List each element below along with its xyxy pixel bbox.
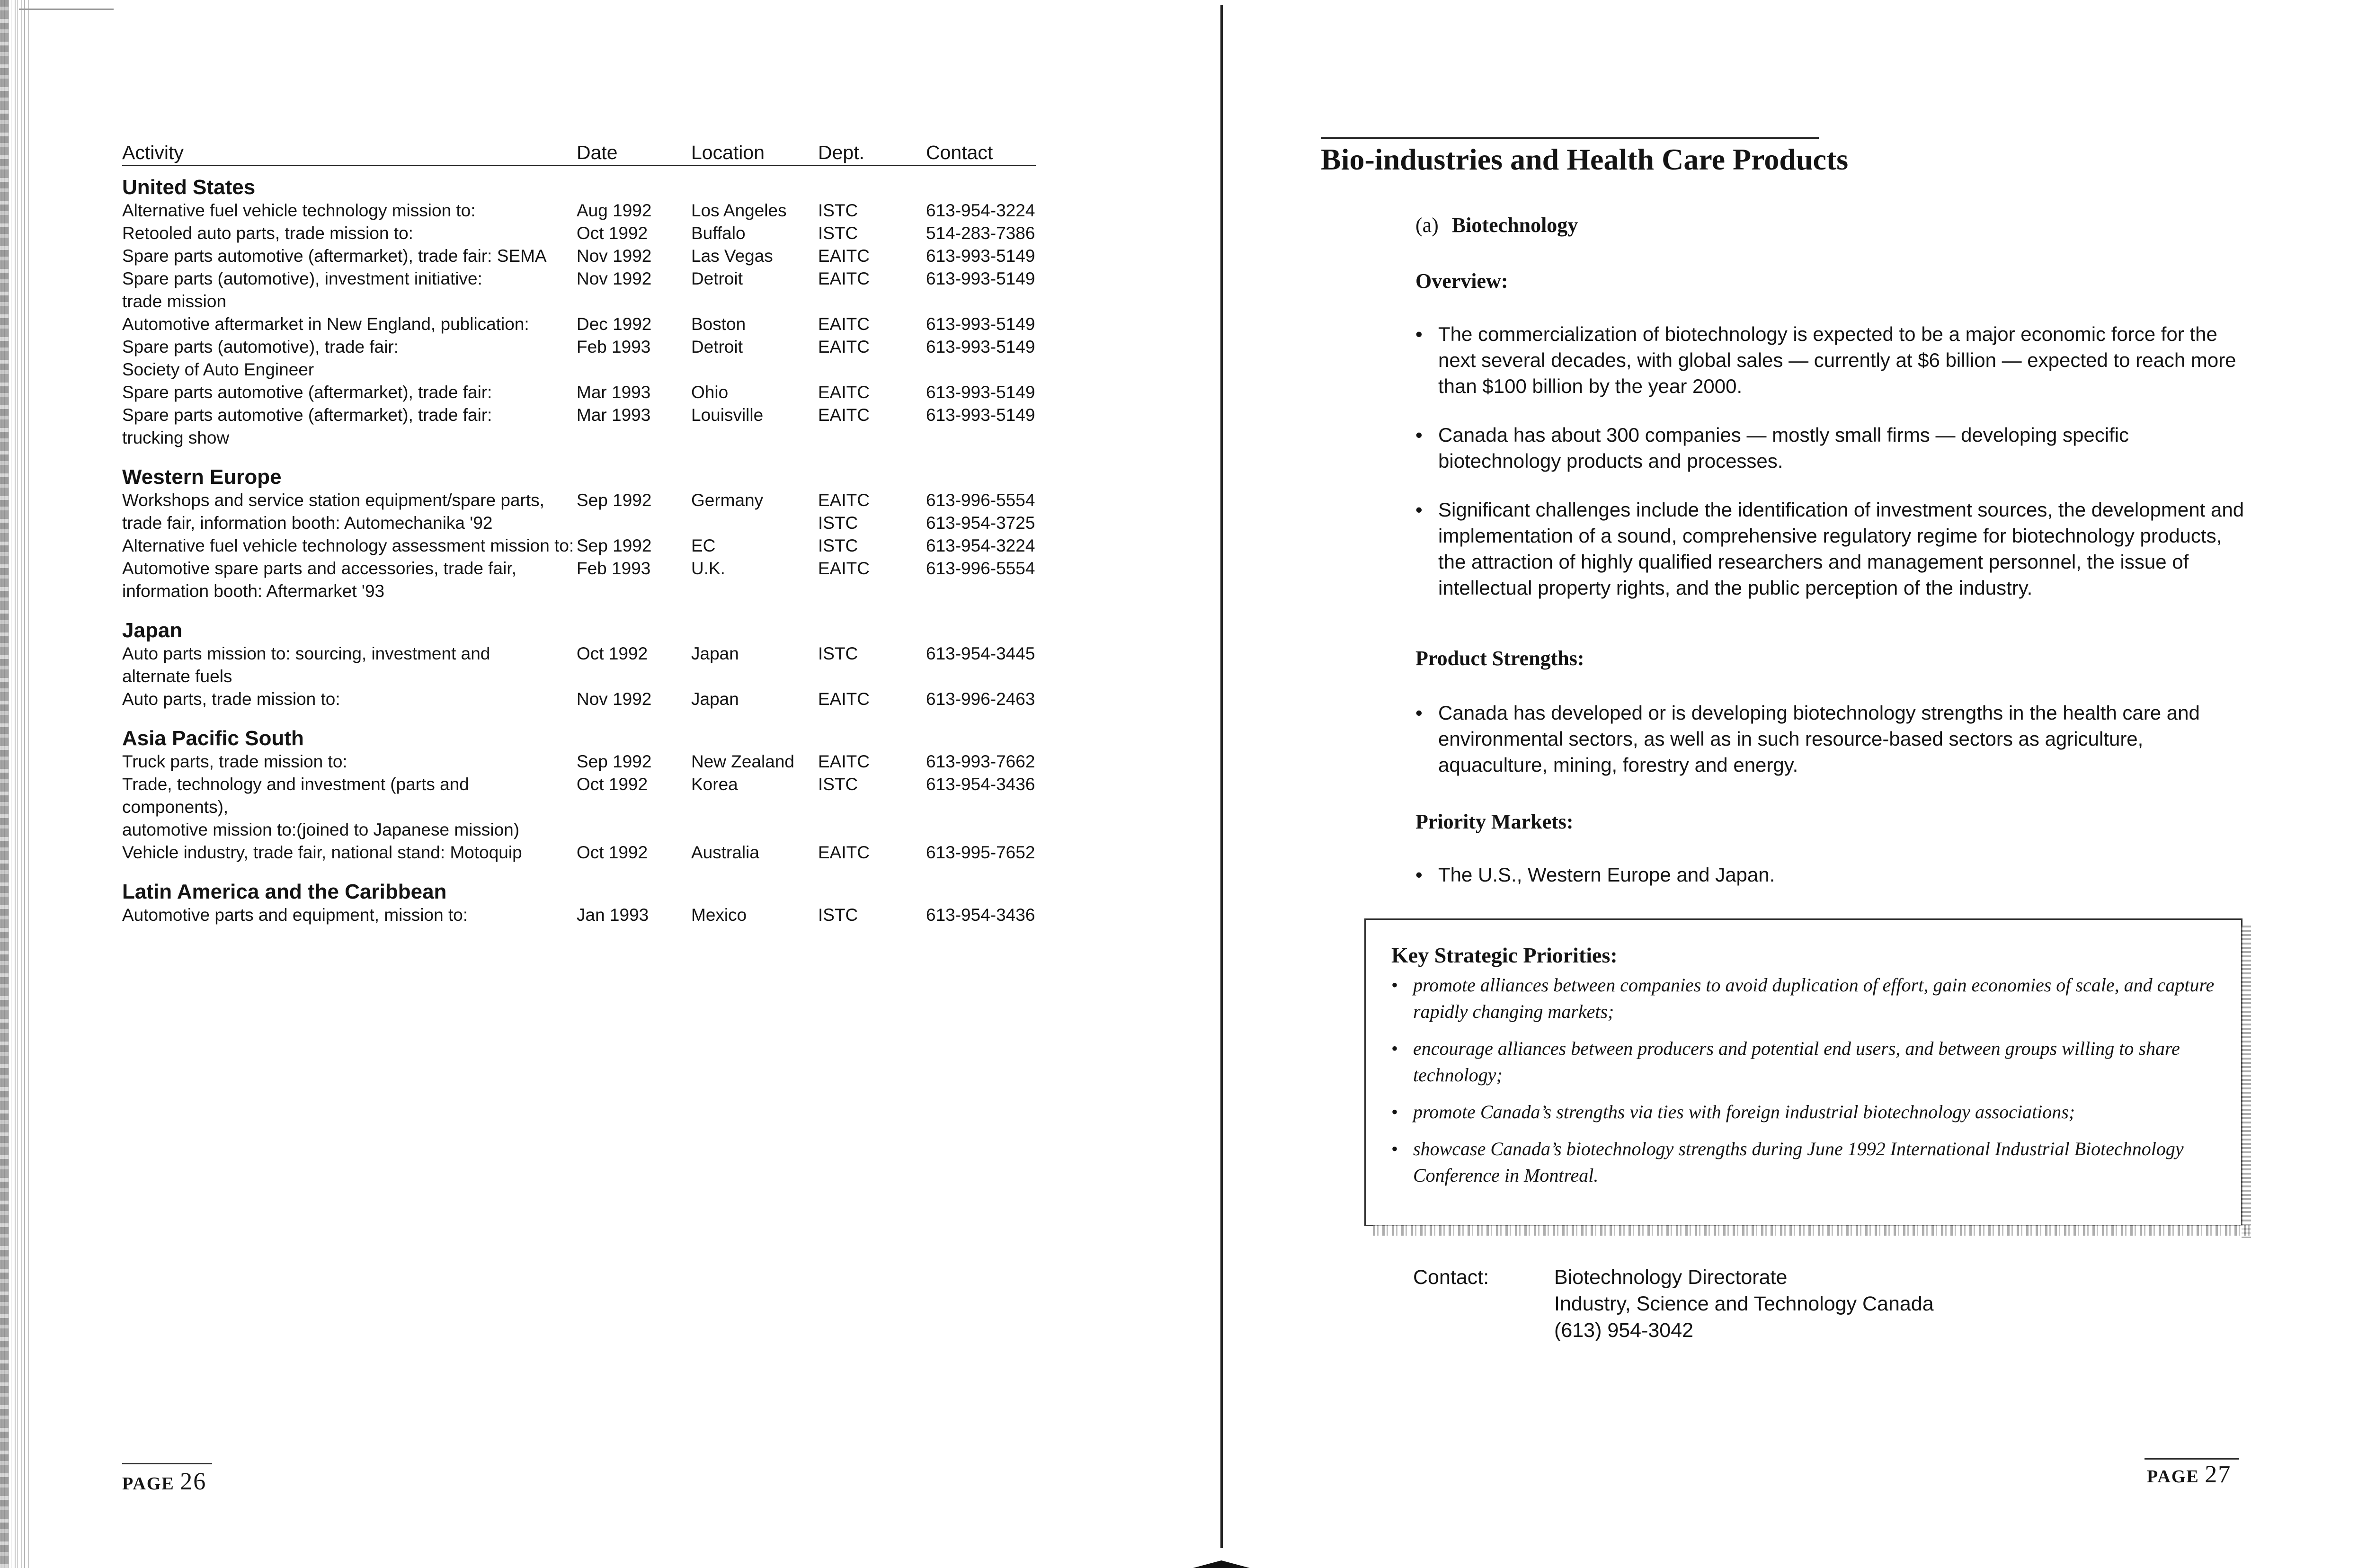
cell-activity: Auto parts mission to: sourcing, investment and alternate fuels	[122, 644, 490, 686]
region-heading: United States	[122, 176, 256, 199]
page-number-rule-right	[2145, 1458, 2239, 1460]
table-row	[122, 381, 1036, 404]
cell-activity: Trade, technology and investment (parts and components), automotive mission to:(joined to Japanese mission)	[122, 775, 520, 839]
cell-activity: Retooled auto parts, trade mission to:	[122, 223, 413, 243]
cell-location: Louisville	[691, 405, 764, 425]
cell-date: Oct 1992	[577, 644, 648, 663]
page-label: PAGE	[2147, 1467, 2199, 1487]
table-row	[122, 750, 1036, 773]
cell-dept: EAITC	[818, 405, 870, 425]
table-row	[122, 642, 1036, 688]
cell-date: Mar 1993	[577, 405, 651, 425]
cell-dept: EAITC	[818, 559, 870, 578]
cell-date: Feb 1993	[577, 559, 651, 578]
trade-activities-table	[122, 137, 1036, 927]
table-row	[122, 267, 1036, 313]
scan-binding-edge-left	[0, 0, 29, 1568]
cell-location: EC	[691, 536, 716, 555]
cell-date: Sep 1992	[577, 490, 652, 510]
table-row	[122, 773, 1036, 841]
cell-dept: EAITC	[818, 337, 870, 356]
cell-date: Sep 1992	[577, 752, 652, 771]
cell-contact: 613-993-5149	[926, 314, 1035, 334]
region-heading: Japan	[122, 619, 183, 642]
cell-contact: 613-954-3224	[926, 536, 1035, 555]
priority-bullet: • promote Canada’s strengths via ties with foreign industrial biotechnology associations;	[1391, 1099, 2225, 1125]
table-row	[122, 245, 1036, 267]
cell-date: Nov 1992	[577, 689, 652, 709]
cell-contact: 613-996-5554	[926, 559, 1035, 578]
cell-dept: EAITC ISTC	[818, 490, 870, 533]
key-priorities-box	[1364, 918, 2242, 1226]
page-label: PAGE	[122, 1474, 175, 1494]
page-title: Bio-industries and Health Care Products	[1321, 143, 1849, 176]
contact-details	[1554, 1264, 1934, 1344]
subsection-title: Biotechnology	[1451, 214, 1578, 237]
cell-activity: Alternative fuel vehicle technology mission to:	[122, 201, 476, 220]
cell-location: U.K.	[691, 559, 725, 578]
table-row	[122, 557, 1036, 603]
cell-date: Sep 1992	[577, 536, 652, 555]
table-row	[122, 904, 1036, 927]
overview-heading: Overview:	[1415, 269, 1508, 293]
priority-bullet: • showcase Canada’s biotechnology strengths during June 1992 International Industrial Biotechnology Conference in Montreal.	[1391, 1136, 2225, 1189]
cell-date: Oct 1992	[577, 843, 648, 862]
contact-line: Industry, Science and Technology Canada	[1554, 1292, 1934, 1315]
page-number-rule-left	[122, 1463, 212, 1464]
table-row	[122, 489, 1036, 535]
cell-contact: 613-993-5149	[926, 383, 1035, 402]
cell-date: Oct 1992	[577, 223, 648, 243]
table-body	[122, 176, 1036, 927]
cell-dept: EAITC	[818, 843, 870, 862]
cell-location: Detroit	[691, 269, 743, 288]
cell-activity: Alternative fuel vehicle technology assessment mission to:	[122, 536, 574, 555]
priority-bullet: • encourage alliances between producers and potential end users, and between groups willing to share technology;	[1391, 1035, 2225, 1088]
table-row	[122, 535, 1036, 557]
priority-bullet: • promote alliances between companies to avoid duplication of effort, gain economies of scale, and capture rapidly changing markets;	[1391, 972, 2225, 1025]
overview-bullet: • The commercialization of biotechnology is expected to be a major economic force for the next several decades, with global sales — currently at $6 billion — expected to reach more than $100 billion by the year 2000.	[1415, 321, 2249, 399]
cell-location: Las Vegas	[691, 246, 773, 266]
table-row	[122, 404, 1036, 449]
cell-date: Nov 1992	[577, 269, 652, 288]
cell-contact: 613-996-2463	[926, 689, 1035, 709]
region-heading: Western Europe	[122, 465, 282, 489]
header-location: Location	[691, 142, 765, 163]
header-contact: Contact	[926, 142, 993, 163]
cell-location: Mexico	[691, 905, 747, 925]
cell-dept: EAITC	[818, 269, 870, 288]
cell-activity: Vehicle industry, trade fair, national stand: Motoquip	[122, 843, 522, 862]
cell-contact: 613-995-7652	[926, 843, 1035, 862]
cell-date: Jan 1993	[577, 905, 649, 925]
strength-bullet: • Canada has developed or is developing biotechnology strengths in the health care and environmental sectors, as well as in such resource-based sectors as agriculture, aquaculture, mining, forestry and energy.	[1415, 700, 2249, 778]
table-row	[122, 841, 1036, 864]
contact-line: Biotechnology Directorate	[1554, 1266, 1788, 1289]
page-number: 27	[2205, 1461, 2232, 1488]
box-shadow-bottom	[1373, 1225, 2251, 1236]
cell-contact: 613-954-3224	[926, 201, 1035, 220]
cell-date: Nov 1992	[577, 246, 652, 266]
region-heading: Asia Pacific South	[122, 727, 304, 750]
table-row	[122, 313, 1036, 336]
contact-label: Contact:	[1413, 1266, 1489, 1289]
cell-contact: 613-954-3436	[926, 905, 1035, 925]
book-gutter-foot	[1193, 1560, 1250, 1568]
priorities-heading: Key Strategic Priorities:	[1391, 943, 1618, 967]
cell-activity: Automotive spare parts and accessories, trade fair, information booth: Aftermarket '93	[122, 559, 516, 601]
cell-activity: Workshops and service station equipment/spare parts, trade fair, information booth: Automechanika '92	[122, 490, 544, 533]
cell-location: Buffalo	[691, 223, 746, 243]
cell-date: Mar 1993	[577, 383, 651, 402]
cell-dept: EAITC	[818, 689, 870, 709]
table-row	[122, 336, 1036, 381]
cell-dept: EAITC	[818, 246, 870, 266]
strengths-list	[1415, 700, 2249, 778]
cell-contact: 613-993-5149	[926, 405, 1035, 425]
cell-dept: ISTC	[818, 775, 858, 794]
cell-date: Aug 1992	[577, 201, 652, 220]
cell-dept: EAITC	[818, 314, 870, 334]
cell-location: Los Angeles	[691, 201, 787, 220]
cell-activity: Spare parts (automotive), trade fair: Society of Auto Engineer	[122, 337, 399, 379]
markets-heading: Priority Markets:	[1415, 810, 1574, 833]
book-gutter	[1220, 5, 1223, 1548]
cell-dept: ISTC	[818, 905, 858, 925]
cell-location: Detroit	[691, 337, 743, 356]
table-header	[122, 137, 1036, 166]
cell-contact: 613-996-5554 613-954-3725	[926, 490, 1035, 533]
cell-contact: 613-993-5149	[926, 337, 1035, 356]
overview-bullet: • Canada has about 300 companies — mostly small firms — developing specific biotechnology products and processes.	[1415, 422, 2249, 474]
title-rule	[1321, 137, 1819, 139]
market-bullet: • The U.S., Western Europe and Japan.	[1415, 862, 2249, 888]
subsection-label: (a)	[1415, 214, 1439, 237]
cell-contact: 613-954-3445	[926, 644, 1035, 663]
scan-top-rule	[19, 9, 114, 10]
cell-dept: ISTC	[818, 644, 858, 663]
table-row	[122, 688, 1036, 711]
cell-activity: Spare parts automotive (aftermarket), trade fair: SEMA	[122, 246, 547, 266]
cell-dept: ISTC	[818, 201, 858, 220]
table-row	[122, 222, 1036, 245]
cell-activity: Automotive parts and equipment, mission to:	[122, 905, 468, 925]
table-row	[122, 199, 1036, 222]
cell-contact: 514-283-7386	[926, 223, 1035, 243]
contact-line: (613) 954-3042	[1554, 1319, 1694, 1342]
cell-dept: ISTC	[818, 223, 858, 243]
cell-date: Dec 1992	[577, 314, 652, 334]
cell-activity: Spare parts automotive (aftermarket), trade fair:	[122, 383, 492, 402]
cell-location: Japan	[691, 644, 739, 663]
cell-activity: Automotive aftermarket in New England, publication:	[122, 314, 529, 334]
cell-location: Ohio	[691, 383, 729, 402]
cell-activity: Spare parts (automotive), investment initiative: trade mission	[122, 269, 482, 311]
cell-contact: 613-954-3436	[926, 775, 1035, 794]
cell-location: Germany	[691, 490, 764, 510]
cell-location: Australia	[691, 843, 759, 862]
header-dept: Dept.	[818, 142, 864, 163]
strengths-heading: Product Strengths:	[1415, 647, 1584, 670]
cell-date: Oct 1992	[577, 775, 648, 794]
page-number-left	[122, 1468, 206, 1496]
cell-dept: EAITC	[818, 752, 870, 771]
page-number-right	[2147, 1461, 2231, 1488]
cell-activity: Truck parts, trade mission to:	[122, 752, 347, 771]
priorities-list	[1391, 972, 2225, 1189]
box-shadow-right	[2242, 926, 2251, 1238]
cell-activity: Auto parts, trade mission to:	[122, 689, 340, 709]
cell-contact: 613-993-5149	[926, 246, 1035, 266]
cell-activity: Spare parts automotive (aftermarket), trade fair: trucking show	[122, 405, 492, 447]
cell-dept: EAITC	[818, 383, 870, 402]
cell-location: Korea	[691, 775, 738, 794]
markets-list	[1415, 862, 2249, 888]
overview-list	[1415, 321, 2249, 601]
header-activity: Activity	[122, 142, 184, 163]
cell-contact: 613-993-5149	[926, 269, 1035, 288]
cell-location: Boston	[691, 314, 746, 334]
region-heading: Latin America and the Caribbean	[122, 880, 447, 903]
cell-contact: 613-993-7662	[926, 752, 1035, 771]
cell-date: Feb 1993	[577, 337, 651, 356]
cell-location: New Zealand	[691, 752, 795, 771]
cell-location: Japan	[691, 689, 739, 709]
overview-bullet: • Significant challenges include the identification of investment sources, the development and implementation of a sound, comprehensive regulatory regime for biotechnology products, the attraction of highly qualified researchers and management personnel, the issue of intellectual property rights, and the public perception of the industry.	[1415, 497, 2249, 601]
header-date: Date	[577, 142, 618, 163]
page-number: 26	[180, 1468, 207, 1495]
cell-dept: ISTC	[818, 536, 858, 555]
subsection-heading	[1415, 213, 1578, 237]
